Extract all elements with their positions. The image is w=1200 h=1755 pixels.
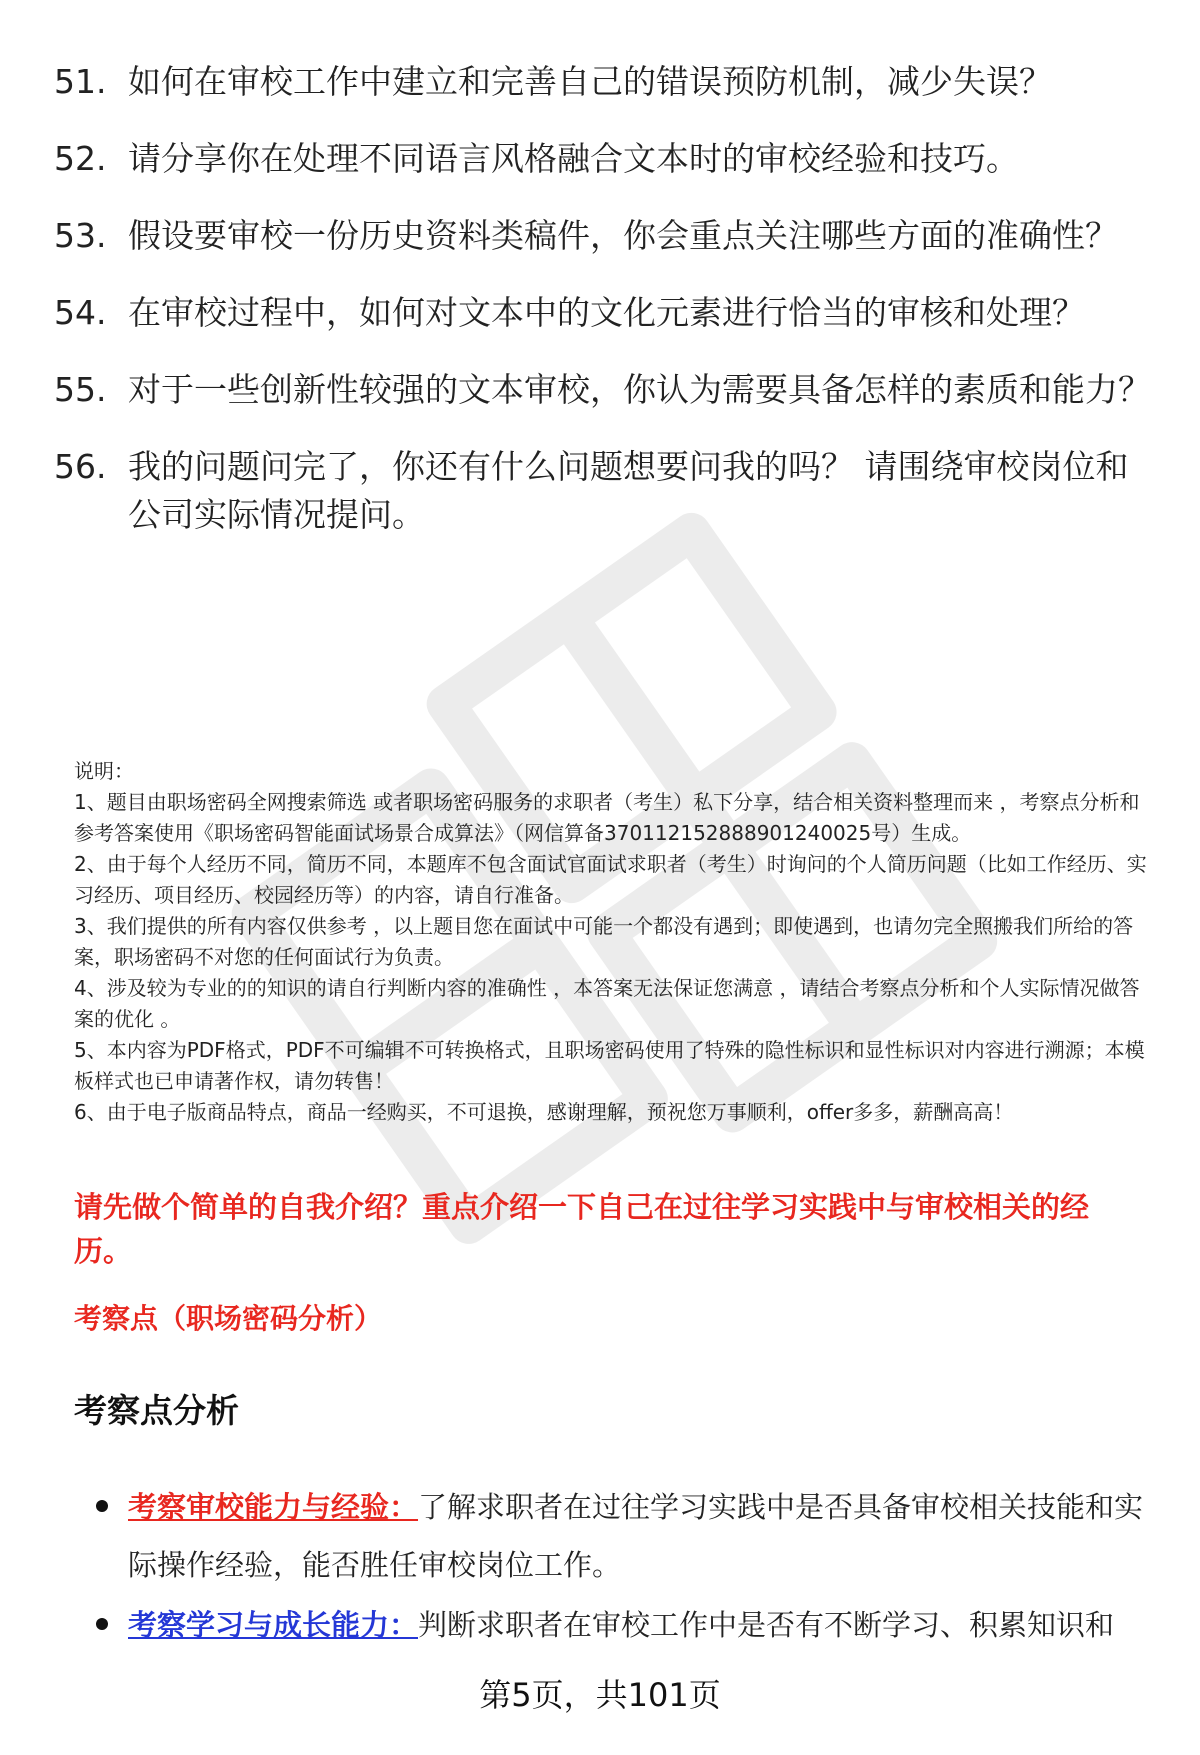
question-text: 对于一些创新性较强的文本审校，你认为需要具备怎样的素质和能力？ [128,370,1151,409]
analysis-subtitle: 考察点（职场密码分析） [74,1302,383,1335]
question-item [54,289,1154,337]
question-text: 我的问题问完了，你还有什么问题想要问我的吗？ 请围绕审校岗位和公司实际情况提问。 [128,447,1129,534]
notes-section [74,756,1154,1128]
bullet-item [96,1478,1146,1594]
question-text: 在审校过程中，如何对文本中的文化元素进行恰当的审核和处理？ [128,293,1085,332]
bullet-dot-icon [96,1500,108,1512]
bullet-dot-icon [96,1618,108,1630]
question-text: 请分享你在处理不同语言风格融合文本时的审校经验和技巧。 [128,139,1019,178]
bullet-label: 考察审校能力与经验： [128,1490,419,1524]
question-number: 53. [54,216,107,255]
note-item: 4、涉及较为专业的的知识的请自行判断内容的准确性 ，本答案无法保证您满意 ，请结合考察点分析和个人实际情况做答案的优化 。 [74,976,1140,1031]
page-footer: 第5页，共101页 [479,1676,721,1714]
question-text: 如何在审校工作中建立和完善自己的错误预防机制，减少失误？ [128,62,1052,101]
question-list [54,58,1154,568]
question-item [54,366,1154,414]
interview-question: 请先做个简单的自我介绍？重点介绍一下自己在过往学习实践中与审校相关的经历。 [74,1190,1090,1268]
note-item: 1、题目由职场密码全网搜索筛选 或者职场密码服务的求职者（考生）私下分享，结合相关资料整理而来 ，考察点分析和参考答案使用《职场密码智能面试场景合成算法》（网信算备370112152888901240025号）生成。 [74,790,1140,845]
note-item: 6、由于电子版商品特点，商品一经购买，不可退换，感谢理解，预祝您万事顺利，offer多多，薪酬高高！ [74,1100,1014,1124]
bullet-label: 考察学习与成长能力： [128,1608,419,1642]
note-item: 5、本内容为PDF格式，PDF不可编辑不可转换格式，且职场密码使用了特殊的隐性标识和显性标识对内容进行溯源；本模板样式也已申请著作权，请勿转售！ [74,1038,1145,1093]
question-number: 55. [54,370,107,409]
question-number: 54. [54,293,107,332]
bullet-text: 了解求职者在过往学习实践中是否具备审校相关技能和实际操作经验，能否胜任审校岗位工作。 [128,1490,1144,1582]
question-text: 假设要审校一份历史资料类稿件，你会重点关注哪些方面的准确性？ [128,216,1118,255]
question-number: 52. [54,139,107,178]
note-item: 2、由于每个人经历不同，简历不同，本题库不包含面试官面试求职者（考生）时询问的个人简历问题（比如工作经历、实习经历、项目经历、校园经历等）的内容，请自行准备。 [74,852,1147,907]
question-item [54,58,1154,106]
bullet-text: 判断求职者在审校工作中是否有不断学习、积累知识和 [418,1608,1115,1642]
notes-title: 说明： [74,759,134,783]
question-number: 51. [54,62,107,101]
question-item [54,443,1154,539]
note-item: 3、我们提供的所有内容仅供参考 ，以上题目您在面试中可能一个都没有遇到；即使遇到，也请勿完全照搬我们所给的答案，职场密码不对您的任何面试行为负责。 [74,914,1134,969]
question-item [54,135,1154,183]
section-heading: 考察点分析 [74,1391,239,1430]
question-item [54,212,1154,260]
question-number: 56. [54,447,107,486]
analysis-bullets [96,1478,1146,1656]
bullet-item [96,1596,1146,1654]
